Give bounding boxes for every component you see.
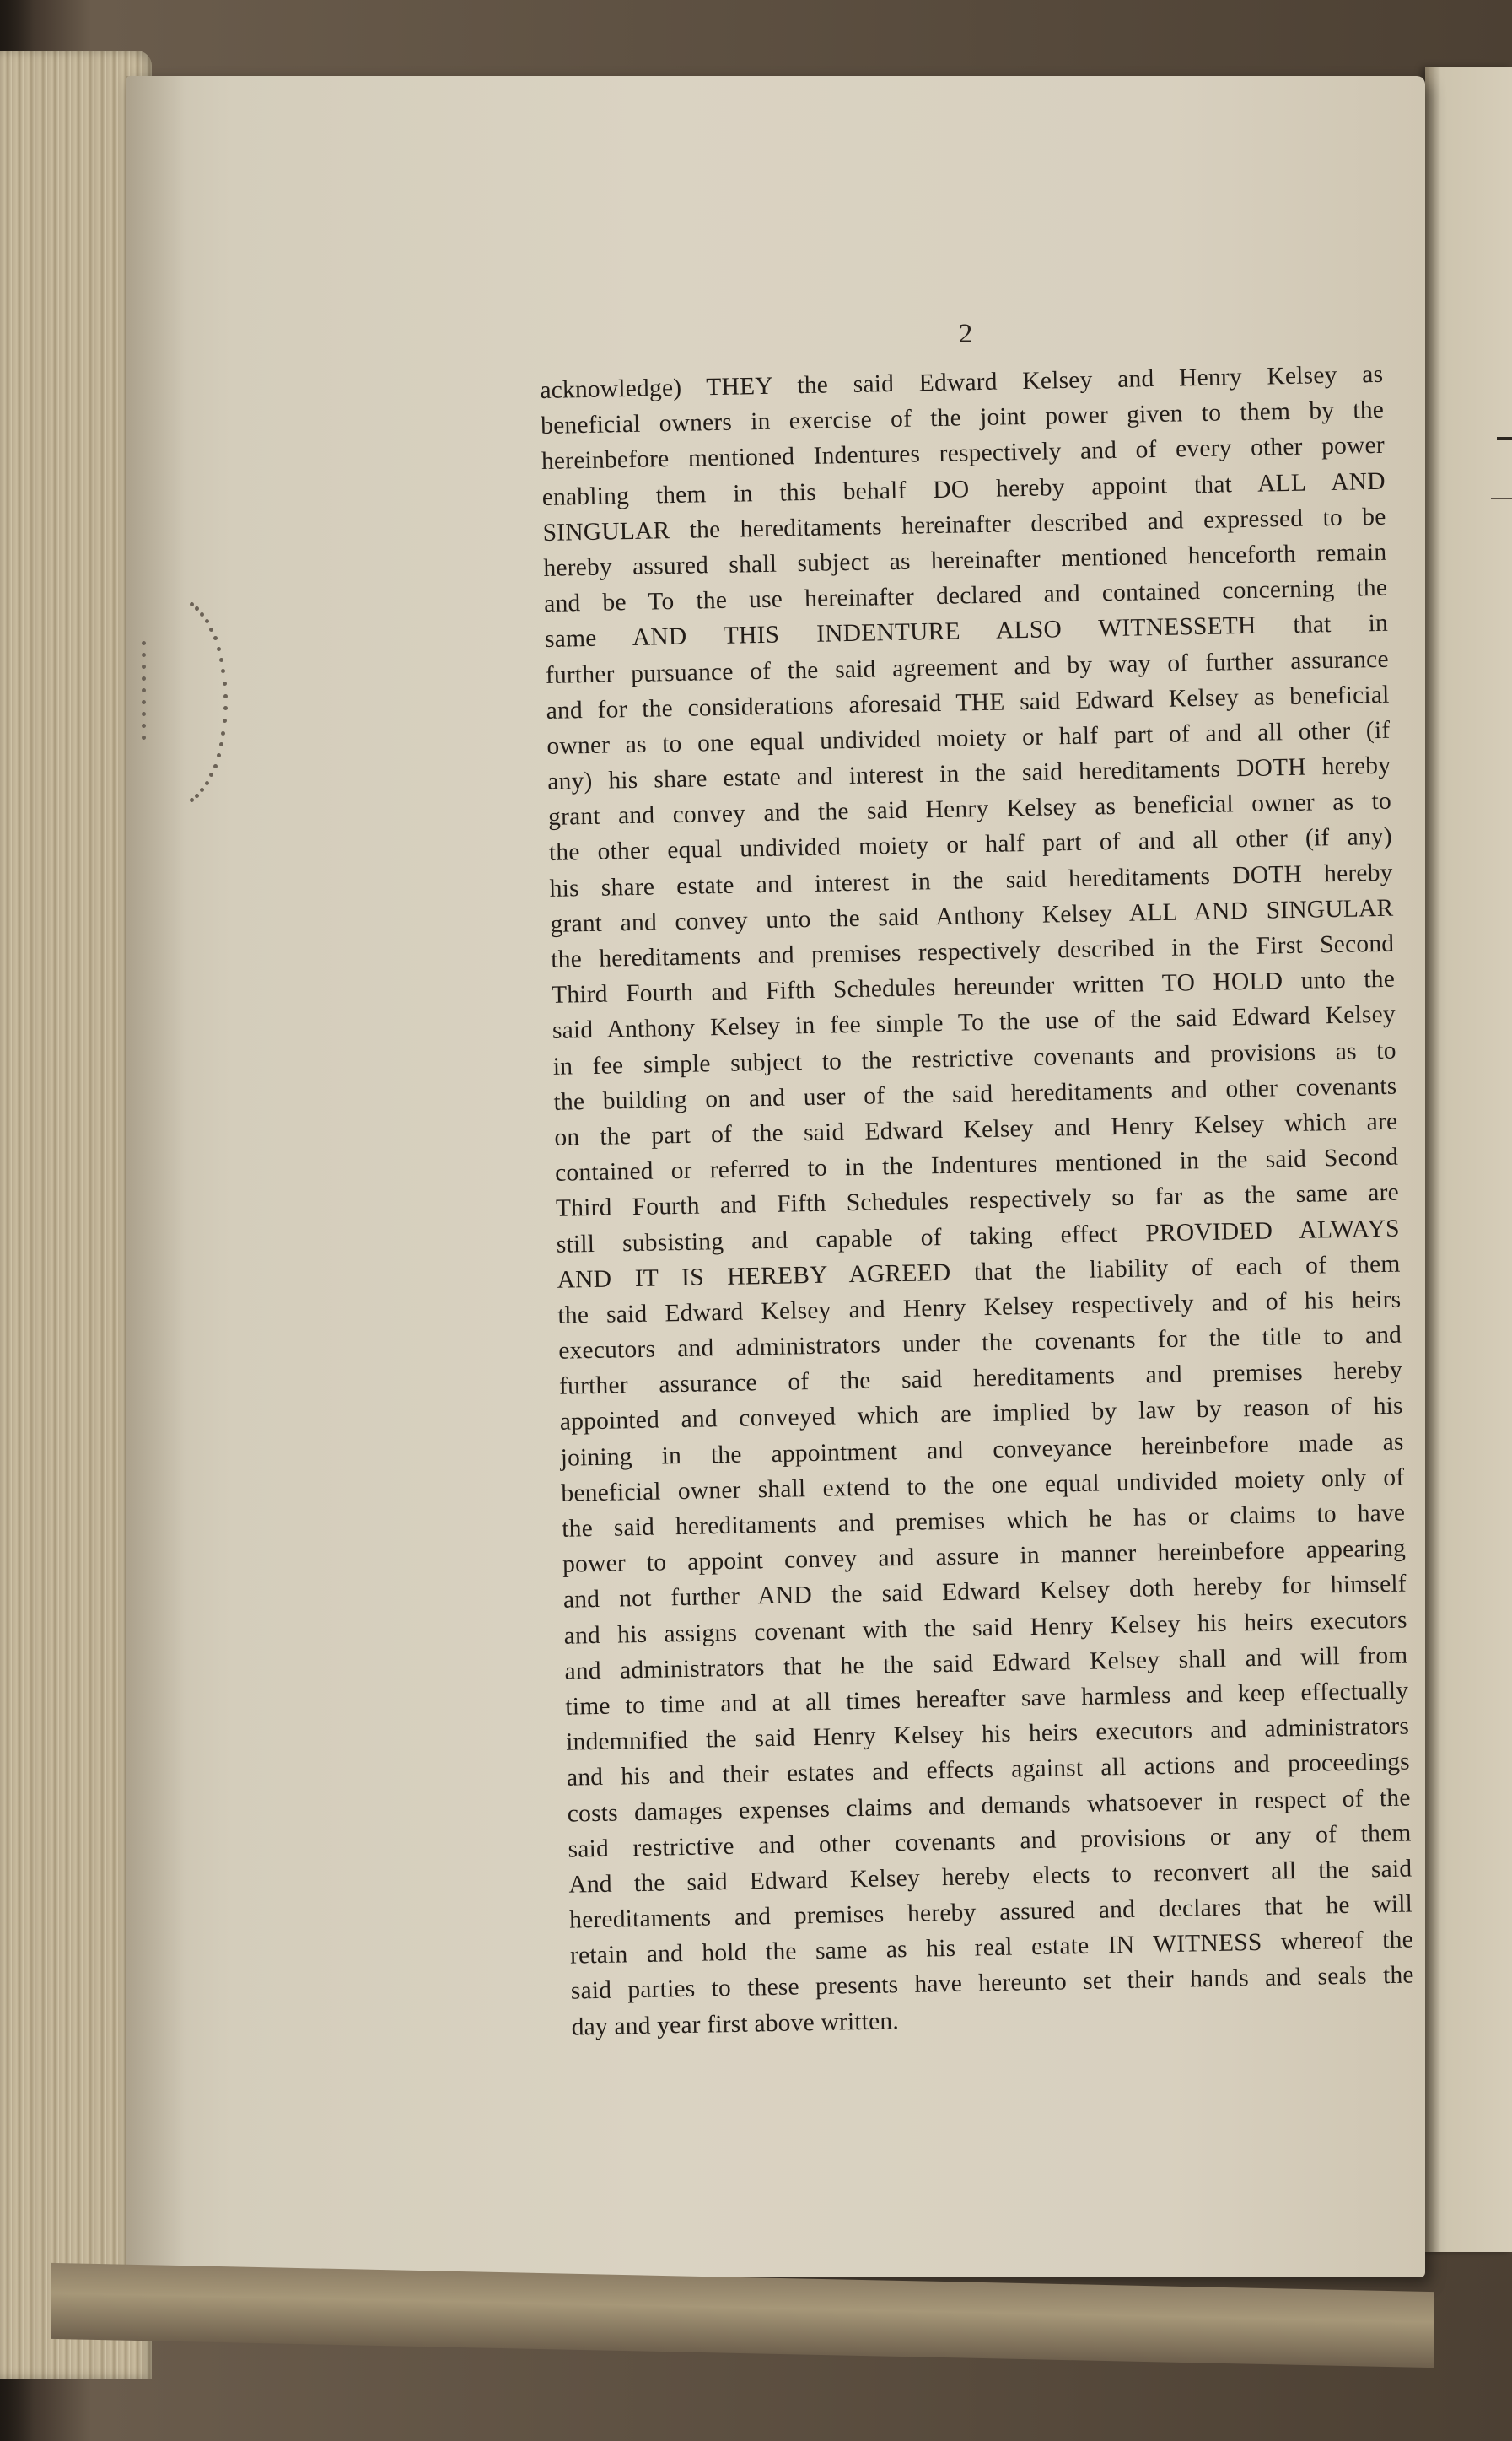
text-line: hereby assured shall subject as hereinafter mentioned henceforth remain xyxy=(543,538,1387,582)
text-line: SINGULAR the hereditaments hereinafter described and expressed to be xyxy=(542,503,1386,547)
stitch-hole xyxy=(195,794,199,798)
text-line: in fee simple subject to the restrictive covenants and provisions as to xyxy=(552,1037,1396,1080)
text-line: day and year first above written. xyxy=(571,2007,900,2041)
text-line: And the said Edward Kelsey hereby elects to reconvert all the said xyxy=(568,1855,1412,1899)
stitch-hole xyxy=(200,612,204,617)
stitch-hole xyxy=(221,731,225,736)
text-line: appointed and conveyed which are implied by law by reason of his xyxy=(559,1393,1404,1436)
text-line: owner as to one equal undivided moiety or half part of and all other (if xyxy=(546,716,1391,760)
stitch-hole xyxy=(209,628,213,632)
text-line: grant and convey unto the said Anthony Kelsey ALL AND SINGULAR xyxy=(550,894,1394,938)
book-bottom-edge xyxy=(51,2263,1434,2368)
stitch-hole xyxy=(205,781,209,785)
text-line: grant and convey and the said Henry Kelsey as beneficial owner as to xyxy=(547,787,1392,832)
text-line: and not further AND the said Edward Kelsey doth hereby for himself xyxy=(562,1570,1407,1614)
text-line: and his assigns covenant with the said Henry Kelsey his heirs executors xyxy=(563,1606,1407,1650)
page-curl-shadow xyxy=(126,76,186,2277)
stitch-hole xyxy=(142,653,146,657)
stitch-hole xyxy=(142,665,146,669)
text-line: said restrictive and other covenants and provisions or any of them xyxy=(568,1819,1412,1863)
next-page-edge xyxy=(1425,67,1512,2252)
text-line: the said hereditaments and premises which he has or claims to have xyxy=(562,1499,1406,1543)
text-line: enabling them in this behalf DO hereby appoint that ALL AND xyxy=(541,467,1386,511)
page-number: 2 xyxy=(958,319,973,349)
stitch-hole xyxy=(142,700,146,704)
text-line: retain and hold the same as his real estate IN WITNESS whereof the xyxy=(569,1926,1414,1970)
text-line: power to appoint convey and assure in manner hereinbefore appearing xyxy=(562,1534,1407,1578)
text-line: indemnified the said Henry Kelsey his heirs executors and administrators xyxy=(565,1712,1410,1756)
stitch-hole xyxy=(223,719,227,723)
text-line: the said Edward Kelsey and Henry Kelsey respectively and of his heirs xyxy=(557,1285,1402,1329)
text-line: acknowledge) THEY the said Edward Kelsey and Henry Kelsey as xyxy=(540,360,1384,404)
deed-body-text xyxy=(540,357,1415,2045)
text-line: hereinbefore mentioned Indentures respectively and of every other power xyxy=(541,432,1386,476)
text-line: joining in the appointment and conveyance hereinbefore made as xyxy=(560,1428,1404,1472)
text-line: his share estate and interest in the said hereditaments DOTH hereby xyxy=(549,859,1393,903)
stitch-hole xyxy=(213,764,218,768)
stitch-hole xyxy=(142,688,146,692)
text-line: and his and their estates and effects against all actions and proceedings xyxy=(566,1748,1411,1792)
stitch-hole xyxy=(219,658,223,662)
text-line: contained or referred to in the Indentures mentioned in the said Second xyxy=(554,1143,1399,1187)
text-line: and for the considerations aforesaid THE said Edward Kelsey as beneficial xyxy=(546,681,1390,725)
stitch-hole xyxy=(223,682,227,686)
text-line: Third Fourth and Fifth Schedules respectively so far as the same are xyxy=(555,1178,1400,1223)
text-line: any) his share estate and interest in the said hereditaments DOTH hereby xyxy=(547,752,1391,795)
stitch-hole xyxy=(142,641,146,645)
text-line: the hereditaments and premises respectively described in the First Second xyxy=(551,930,1395,973)
stitch-hole xyxy=(217,647,221,651)
stitch-hole xyxy=(195,606,199,611)
stitch-hole xyxy=(190,798,194,802)
text-line: the other equal undivided moiety or half part of and all other (if any) xyxy=(548,823,1393,867)
text-line: and be To the use hereinafter declared and contained concerning the xyxy=(543,574,1388,618)
text-line: said parties to these presents have hereunto set their hands and seals the xyxy=(570,1961,1414,2006)
stitch-hole xyxy=(190,602,194,606)
stitch-hole xyxy=(205,619,209,623)
text-line: beneficial owners in exercise of the joint power given to them by the xyxy=(540,396,1385,440)
text-line: same AND THIS INDENTURE ALSO WITNESSETH that in xyxy=(544,610,1389,654)
text-line: hereditaments and premises hereby assured and declares that he will xyxy=(568,1890,1413,1934)
text-line: AND IT IS HEREBY AGREED that the liability of each of them xyxy=(557,1250,1401,1294)
text-line: said Anthony Kelsey in fee simple To the use of the said Edward Kelsey xyxy=(552,1001,1396,1045)
text-line: still subsisting and capable of taking effect PROVIDED ALWAYS xyxy=(556,1215,1400,1258)
text-line: and administrators that he the said Edward Kelsey shall and will from xyxy=(564,1641,1408,1685)
stitch-hole xyxy=(217,753,221,757)
stitch-hole xyxy=(223,706,228,710)
stitch-hole xyxy=(142,676,146,681)
stitch-hole xyxy=(142,736,146,740)
text-line: executors and administrators under the covenants for the title to and xyxy=(557,1321,1402,1365)
binding-stitch-holes xyxy=(126,590,228,810)
text-line: further assurance of the said hereditaments and premises hereby xyxy=(558,1356,1403,1401)
stitch-hole xyxy=(223,694,228,698)
text-line: on the part of the said Edward Kelsey and Henry Kelsey which are xyxy=(554,1107,1398,1151)
next-page-rule xyxy=(1491,498,1512,499)
text-line: costs damages expenses claims and demands whatsoever in respect of the xyxy=(567,1783,1411,1828)
text-line: further pursuance of the said agreement and by way of further assurance xyxy=(545,645,1390,689)
text-line: time to time and at all times hereafter save harmless and keep effectually xyxy=(565,1677,1409,1721)
stitch-hole xyxy=(221,669,225,673)
stitch-hole xyxy=(209,773,213,777)
text-line: the building on and user of the said hereditaments and other covenants xyxy=(553,1072,1397,1116)
stitch-hole xyxy=(200,788,204,792)
text-line: Third Fourth and Fifth Schedules hereunder written TO HOLD unto the xyxy=(551,965,1396,1010)
stitch-hole xyxy=(213,636,218,640)
stitch-hole xyxy=(219,742,223,746)
next-page-rule xyxy=(1497,437,1512,440)
stitch-hole xyxy=(142,712,146,716)
text-line: beneficial owner shall extend to the one equal undivided moiety only of xyxy=(561,1463,1405,1507)
stitch-hole xyxy=(142,724,146,728)
